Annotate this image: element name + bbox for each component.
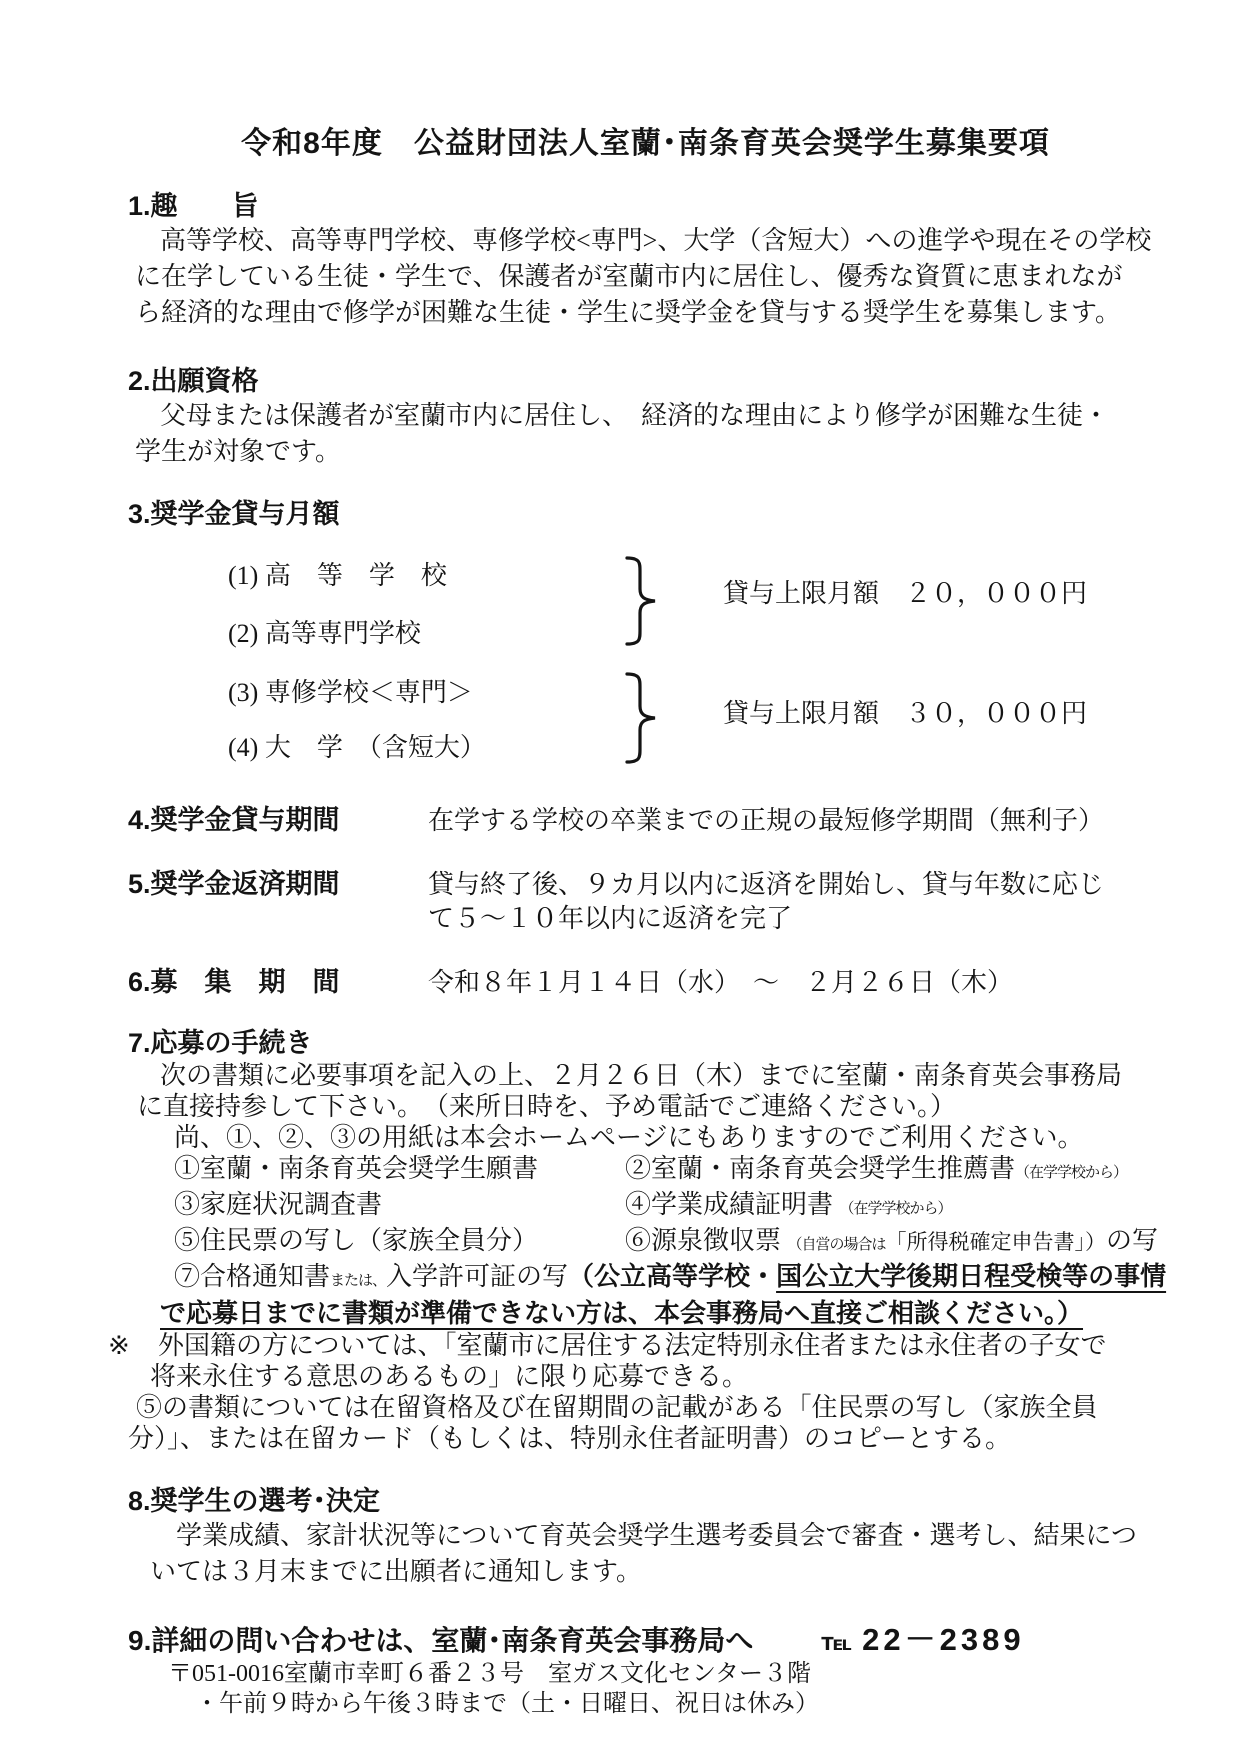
desc-line: て５～１０年以内に返済を完了 xyxy=(428,904,793,933)
body-line: に在学している生徒・学生で、保護者が室蘭市内に居住し、優秀な資質に恵まれなが xyxy=(135,262,1123,291)
school-type-item: (4) 大 学 （含短大） xyxy=(228,733,486,762)
phone-number: 22－2389 xyxy=(862,1622,1025,1657)
school-type-item: (3) 専修学校＜専門＞ xyxy=(228,678,473,707)
note-text: ⑤の書類については在留資格及び在留期間の記載がある「住民票の写し（家族全員 xyxy=(136,1393,1098,1422)
section-6 xyxy=(128,965,1163,1000)
section-7-heading: 7.応募の手続き xyxy=(128,1028,313,1058)
document-note: （自営の場合は xyxy=(787,1237,886,1253)
school-type-item: (2) 高等専門学校 xyxy=(228,619,421,648)
body-line: いては３月末までに出願者に通知します。 xyxy=(150,1557,642,1586)
document-bold-underline-note: で応募日までに書類が準備できない方は、本会事務局へ直接ご相談ください。） xyxy=(160,1298,1084,1328)
section-3-heading: 3.奨学金貸与月額 xyxy=(128,499,340,529)
document-row xyxy=(174,1189,1163,1225)
document-item xyxy=(174,1261,1166,1297)
document-row xyxy=(174,1225,1163,1261)
document-item xyxy=(625,1153,1127,1189)
document-note: または、 xyxy=(330,1273,387,1289)
body-line: 父母または保護者が室蘭市内に居住し、 経済的な理由により修学が困難な生徒・ xyxy=(160,401,1110,430)
body-line: ら経済的な理由で修学が困難な生徒・学生に奨学金を貸与する奨学生を募集します。 xyxy=(135,298,1121,327)
curly-brace-icon xyxy=(623,555,659,652)
document-label: ②室蘭・南条育英会奨学生推薦書 xyxy=(625,1154,1016,1183)
loan-limit-amount: 貸与上限月額 ２０，０００円 xyxy=(723,579,1088,608)
section-2-heading: 2.出願資格 xyxy=(128,366,259,396)
body-line: 学生が対象です。 xyxy=(135,437,341,466)
office-address: 〒051-0016室蘭市幸町６番２３号 室ガス文化センター３階 xyxy=(168,1661,812,1687)
section-6-desc: 令和８年１月１４日（水） ～ ２月２６日（木） xyxy=(428,968,1014,997)
section-5-desc xyxy=(428,867,1104,936)
section-9-heading: 9.詳細の問い合わせは、室蘭･南条育英会事務局へ xyxy=(128,1625,754,1656)
section-4-heading: 4.奨学金貸与期間 xyxy=(128,805,340,835)
foreign-national-note xyxy=(108,1330,1163,1454)
page-title: 令和8年度 公益財団法人室蘭･南条育英会奨学生募集要項 xyxy=(241,127,1050,160)
curly-brace-icon xyxy=(623,671,659,770)
document-note-continuation xyxy=(128,1297,1163,1330)
section-1-heading: 1.趣 旨 xyxy=(128,191,259,221)
section-1-body xyxy=(128,223,1163,331)
office-hours: ・午前９時から午後３時まで（土・日曜日、祝日は休み） xyxy=(195,1691,819,1717)
document-label: の写 xyxy=(1106,1226,1159,1255)
desc-line: 貸与終了後、９カ月以内に返済を開始し、貸与年数に応じ xyxy=(428,870,1105,899)
section-8-heading: 8.奨学生の選考･決定 xyxy=(128,1486,381,1516)
section-5 xyxy=(128,867,1163,936)
section-6-heading: 6.募 集 期 間 xyxy=(128,967,340,997)
document-bold-note: （公立高等学校・ xyxy=(568,1261,777,1291)
section-2-body xyxy=(128,398,1163,470)
document-item: ①室蘭・南条育英会奨学生願書 xyxy=(174,1154,539,1183)
reference-mark: ※ xyxy=(108,1331,130,1360)
document-item xyxy=(625,1189,952,1225)
section-9 xyxy=(128,1614,1163,1659)
required-documents-list xyxy=(128,1153,1167,1297)
document-note: （在学学校から） xyxy=(839,1201,952,1217)
document-item: ③家庭状況調査書 xyxy=(174,1190,383,1219)
body-line: 尚、①、②、③の用紙は本会ホームページにもありますのでご利用ください。 xyxy=(174,1123,1084,1152)
loan-amount-diagram xyxy=(128,561,1163,763)
document-subdoc: 「所得税確定申告書」） xyxy=(885,1230,1107,1254)
document-label: ⑥源泉徴収票 xyxy=(625,1226,782,1255)
tel-icon: ℡ xyxy=(821,1629,853,1656)
body-line: 次の書類に必要事項を記入の上、２月２６日（木）までに室蘭・南条育英会事務局 xyxy=(160,1061,1123,1090)
body-line: に直接持参して下さい。 （来所日時を、予め電話でご連絡ください。） xyxy=(137,1092,957,1121)
note-text: 将来永住する意思のあるもの」に限り応募できる。 xyxy=(150,1362,749,1391)
section-5-heading: 5.奨学金返済期間 xyxy=(128,869,340,899)
section-4 xyxy=(128,803,1163,838)
body-line: 学業成績、家計状況等について育英会奨学生選考委員会で審査・選考し、結果につ xyxy=(176,1521,1137,1550)
body-line: 高等学校、高等専門学校、専修学校<専門>、大学（含短大）への進学や現在その学校 xyxy=(160,226,1152,255)
document-label: ④学業成績証明書 xyxy=(625,1190,834,1219)
note-text: 外国籍の方については、「室蘭市に居住する法定特別永住者または永住者の子女で xyxy=(158,1331,1107,1360)
section-8-body xyxy=(128,1518,1163,1590)
document-note: （在学学校から） xyxy=(1015,1165,1128,1181)
document-row xyxy=(174,1261,1167,1297)
document-bold-underline-note: 国公立大学後期日程受検等の事情 xyxy=(776,1261,1167,1291)
school-type-item: (1) 高 等 学 校 xyxy=(228,561,447,590)
note-line xyxy=(108,1330,1163,1361)
document-label: ⑦合格通知書 xyxy=(174,1262,331,1291)
section-4-desc: 在学する学校の卒業までの正規の最短修学期間（無利子） xyxy=(428,806,1105,835)
document-label: 入学許可証の写 xyxy=(386,1262,569,1291)
document-row xyxy=(174,1153,1163,1189)
document-item xyxy=(625,1225,1158,1261)
section-7-intro xyxy=(128,1060,1163,1153)
loan-limit-amount: 貸与上限月額 ３０，０００円 xyxy=(723,699,1088,728)
note-text: 分）」、または在留カード（もしくは、特別永住者証明書）のコピーとする。 xyxy=(128,1424,1011,1453)
document-item: ⑤住民票の写し（家族全員分） xyxy=(174,1226,539,1255)
